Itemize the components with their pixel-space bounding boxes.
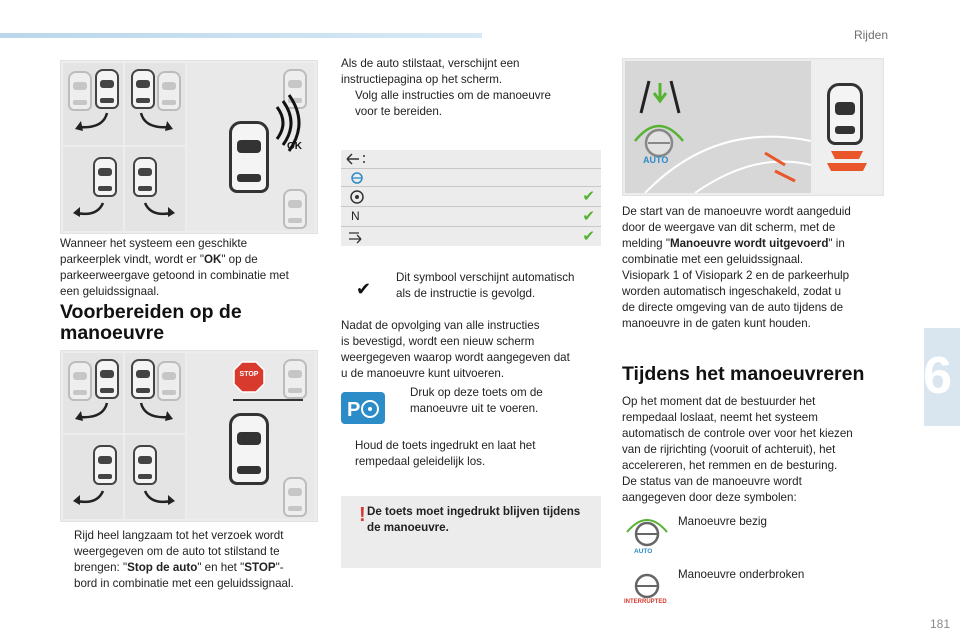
text-line: brengen: "Stop de auto" en het "STOP"- <box>74 561 284 574</box>
figure-parking-stop <box>60 350 318 522</box>
text-line: Druk op deze toets om de <box>410 386 543 399</box>
bullet-hold-button <box>341 438 603 470</box>
text-line: weergegeven om de auto tot stilstand te <box>74 545 280 558</box>
text-line: de directe omgeving van de auto tijdens de <box>622 301 844 314</box>
neutral-gear-label: N <box>351 209 360 223</box>
diagram-tile <box>63 353 123 433</box>
text-line: accelereren, het remmen en de besturing. <box>622 459 838 472</box>
figure-manoeuvre-screen <box>622 58 884 196</box>
text-line: manoeuvre uit te voeren. <box>410 402 539 415</box>
panel-divider <box>341 206 601 207</box>
heading-line: Voorbereiden op de <box>60 301 242 323</box>
para-check-desc <box>396 270 606 302</box>
diagram-tile <box>125 63 185 145</box>
curved-arrow-icon <box>125 147 185 231</box>
text-line: worden automatisch ingeschakeld, zodat u <box>622 285 842 298</box>
figure-parking-ok <box>60 60 318 234</box>
bullet-rijd-langzaam <box>60 528 322 592</box>
header-accent-bar <box>0 33 482 38</box>
check-symbol-icon: ✔ <box>356 279 372 299</box>
text-line: Visiopark 1 of Visiopark 2 en de parkeerhulp <box>622 269 850 282</box>
curved-arrow-icon <box>125 435 185 519</box>
text-line: is bevestigd, wordt een nieuw scherm <box>341 335 535 348</box>
text-line: melding "Manoeuvre wordt uitgevoerd" in <box>622 237 845 250</box>
diagram-tile-large <box>187 353 315 519</box>
instruction-panel <box>341 150 601 246</box>
warning-text <box>367 504 597 536</box>
svg-text:P: P <box>347 399 361 421</box>
para-instructions <box>341 56 603 120</box>
warning-mark-icon: ! <box>359 504 366 526</box>
park-steering-icon <box>341 392 385 424</box>
text-line: rempedaal geleidelijk los. <box>355 455 486 468</box>
top-view <box>813 61 881 193</box>
camera-view <box>625 61 811 193</box>
curved-arrow-icon <box>63 435 123 519</box>
text-line: manoeuvre in de gaten kunt houden. <box>622 317 811 330</box>
text-line: parkeerweergave getoond in combinatie met <box>60 269 289 282</box>
text-line: Als de auto stilstaat, verschijnt een <box>341 57 520 70</box>
text-line: combinatie met een geluidssignaal. <box>622 253 804 266</box>
diagram-tile <box>125 147 185 231</box>
diagram-tile <box>63 435 123 519</box>
driver-hands-off-icon <box>635 77 685 117</box>
text-line: Volg alle instructies om de manoeuvre <box>355 89 551 102</box>
heading-line: manoeuvre <box>60 322 165 344</box>
text-line: De status van de manoeuvre wordt <box>622 475 802 488</box>
text-line: Wanneer het systeem een geschikte <box>60 237 248 250</box>
text-line: Rijd heel langzaam tot het verzoek wordt <box>74 529 284 542</box>
hand-release-icon <box>347 228 367 244</box>
text-line: door de weergave van dit scherm, met de <box>622 221 836 234</box>
text-line: van de rijrichting (vooruit of achteruit), het <box>622 443 836 456</box>
check-mark-icon: ✔ <box>582 228 595 245</box>
symbol-label-onderbroken: Manoeuvre onderbroken <box>678 568 805 581</box>
text-line: automatisch de controle over voor het kiezen <box>622 427 853 440</box>
badge-auto: AUTO <box>634 548 653 555</box>
diagram-tile <box>125 353 185 433</box>
para-manoeuvre-start <box>622 204 888 332</box>
text-line: als de instructie is gevolgd. <box>396 287 536 300</box>
text-line: een geluidssignaal. <box>60 285 160 298</box>
panel-divider <box>341 186 601 187</box>
park-assist-button[interactable] <box>341 392 385 424</box>
curved-arrow-icon <box>63 353 123 433</box>
text-line: de manoeuvre. <box>367 521 449 534</box>
heading-voorbereiden <box>60 302 242 344</box>
text-line: bord in combinatie met een geluidssignaal. <box>74 577 294 590</box>
heading-tijdens: Tijdens het manoeuvreren <box>622 363 865 385</box>
diagram-tile <box>63 63 123 145</box>
text-line: De start van de manoeuvre wordt aangeduid <box>622 205 851 218</box>
diagram-tile-large <box>187 63 315 231</box>
ok-label: OK <box>287 141 302 152</box>
para-ok-found <box>60 236 320 300</box>
check-mark-icon: ✔ <box>582 208 595 225</box>
curved-arrow-icon <box>63 147 123 231</box>
back-arrow-icon <box>345 152 369 166</box>
chapter-number: 6 <box>923 347 952 405</box>
steering-hands-icon <box>349 170 365 186</box>
text-line: weergegeven waarop wordt aangegeven dat <box>341 351 570 364</box>
curved-arrow-icon <box>63 63 123 145</box>
text-line: parkeerplek vindt, wordt er "OK" op de <box>60 253 258 266</box>
text-line: voor te bereiden. <box>355 105 443 118</box>
text-line: Dit symbool verschijnt automatisch <box>396 271 575 284</box>
diagram-tile <box>63 147 123 231</box>
text-line: Houd de toets ingedrukt en laat het <box>355 439 536 452</box>
diagram-tile <box>125 435 185 519</box>
text-line: u de manoeuvre kunt uitvoeren. <box>341 367 505 380</box>
text-line: Op het moment dat de bestuurder het <box>622 395 816 408</box>
para-during <box>622 394 888 506</box>
warning-box <box>341 496 601 568</box>
panel-divider <box>341 168 601 169</box>
panel-divider <box>341 226 601 227</box>
text-line: De toets moet ingedrukt blijven tijdens <box>367 505 581 518</box>
page-number: 181 <box>929 617 950 631</box>
auto-label: AUTO <box>643 155 669 165</box>
check-mark-icon: ✔ <box>582 188 595 205</box>
curved-arrow-icon <box>125 353 185 433</box>
section-title: Rijden <box>853 28 888 42</box>
para-after-instructions <box>341 318 603 382</box>
text-line: Nadat de opvolging van alle instructies <box>341 319 540 332</box>
text-line: instructiepagina op het scherm. <box>341 73 503 86</box>
text-line: aangegeven door deze symbolen: <box>622 491 797 504</box>
steering-wheel-icon <box>349 189 365 205</box>
stop-label: STOP <box>239 371 259 378</box>
symbol-label-bezig: Manoeuvre bezig <box>678 515 767 528</box>
text-line: rempedaal loslaat, neemt het systeem <box>622 411 818 424</box>
rear-sensor-icon <box>813 147 881 187</box>
bullet-press-button <box>396 385 606 417</box>
badge-interrupted: INTERRUPTED <box>624 599 667 605</box>
curved-arrow-icon <box>125 63 185 145</box>
